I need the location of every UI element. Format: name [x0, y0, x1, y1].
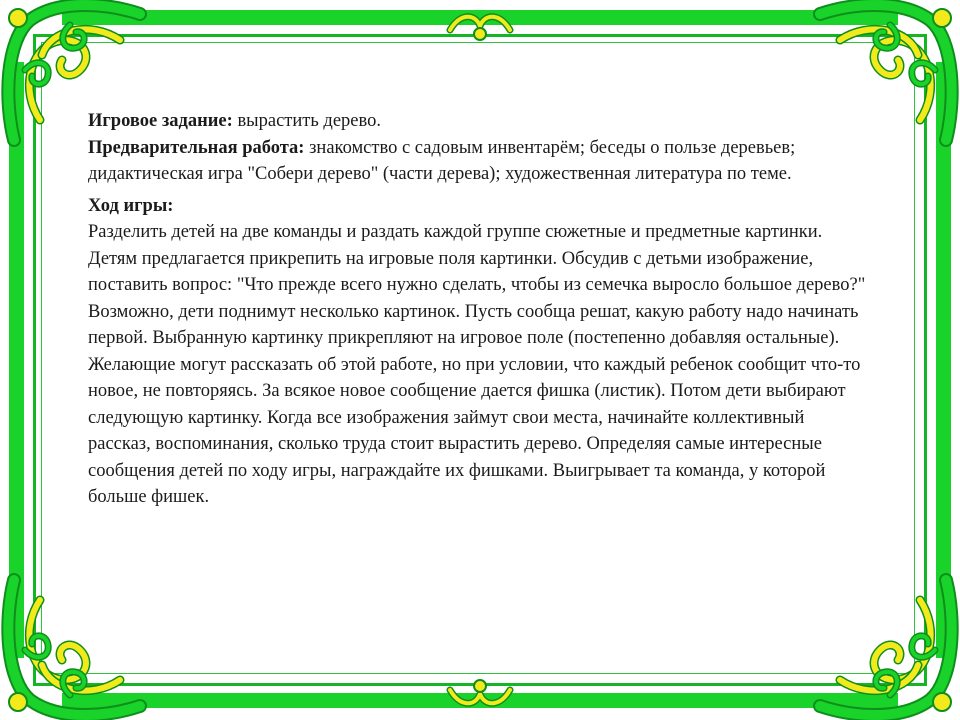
bottom-center-ornament	[445, 672, 515, 712]
preliminary-work-text: знакомство с садовым инвентарём; беседы о пользе деревьев; дидактическая игра "Собери дерево" (части дерева); художественная литература по теме.	[88, 137, 796, 184]
game-task-paragraph	[88, 108, 868, 135]
corner-ornament-bottom-left	[0, 570, 150, 720]
preliminary-work-label: Предварительная работа:	[88, 137, 305, 158]
frame-band-left	[9, 62, 24, 658]
corner-ornament-bottom-right	[810, 570, 960, 720]
preliminary-work-paragraph	[88, 135, 868, 188]
top-center-ornament	[445, 8, 515, 48]
game-task-label: Игровое задание:	[88, 111, 233, 131]
frame-band-right	[936, 62, 951, 658]
game-description	[88, 108, 868, 511]
game-course-heading: Ход игры:	[88, 195, 174, 216]
game-task-text: вырастить дерево.	[232, 111, 381, 131]
game-course-text: Разделить детей на две команды и раздать каждой группе сюжетные и предметные картинки. Детям предлагается прикрепить на игровые поля картинки. Обсудив с детьми изображение, поставить вопрос: "Что прежде всего нужно сделать, чтобы из семечка выросло большое дерево?" Возможно, дети поднимут несколько картинок. Пусть сообща решат, какую работу надо начинать первой. Выбранную картинку прикрепляют на игровое поле (постепенно добавляя остальные). Желающие могут рассказать об этой работе, но при условии, что каждый ребенок сообщит что-то новое, не повторяясь. За всякое новое сообщение дается фишка (листик). Потом дети выбирают следующую картинку. Когда все изображения займут свои места, начинайте коллективный рассказ, воспоминания, сколько труда стоит вырастить дерево. Определяя самые интересные сообщения детей по ходу игры, награждайте их фишками. Выигрывает та команда, у которой больше фишек.	[88, 222, 866, 507]
